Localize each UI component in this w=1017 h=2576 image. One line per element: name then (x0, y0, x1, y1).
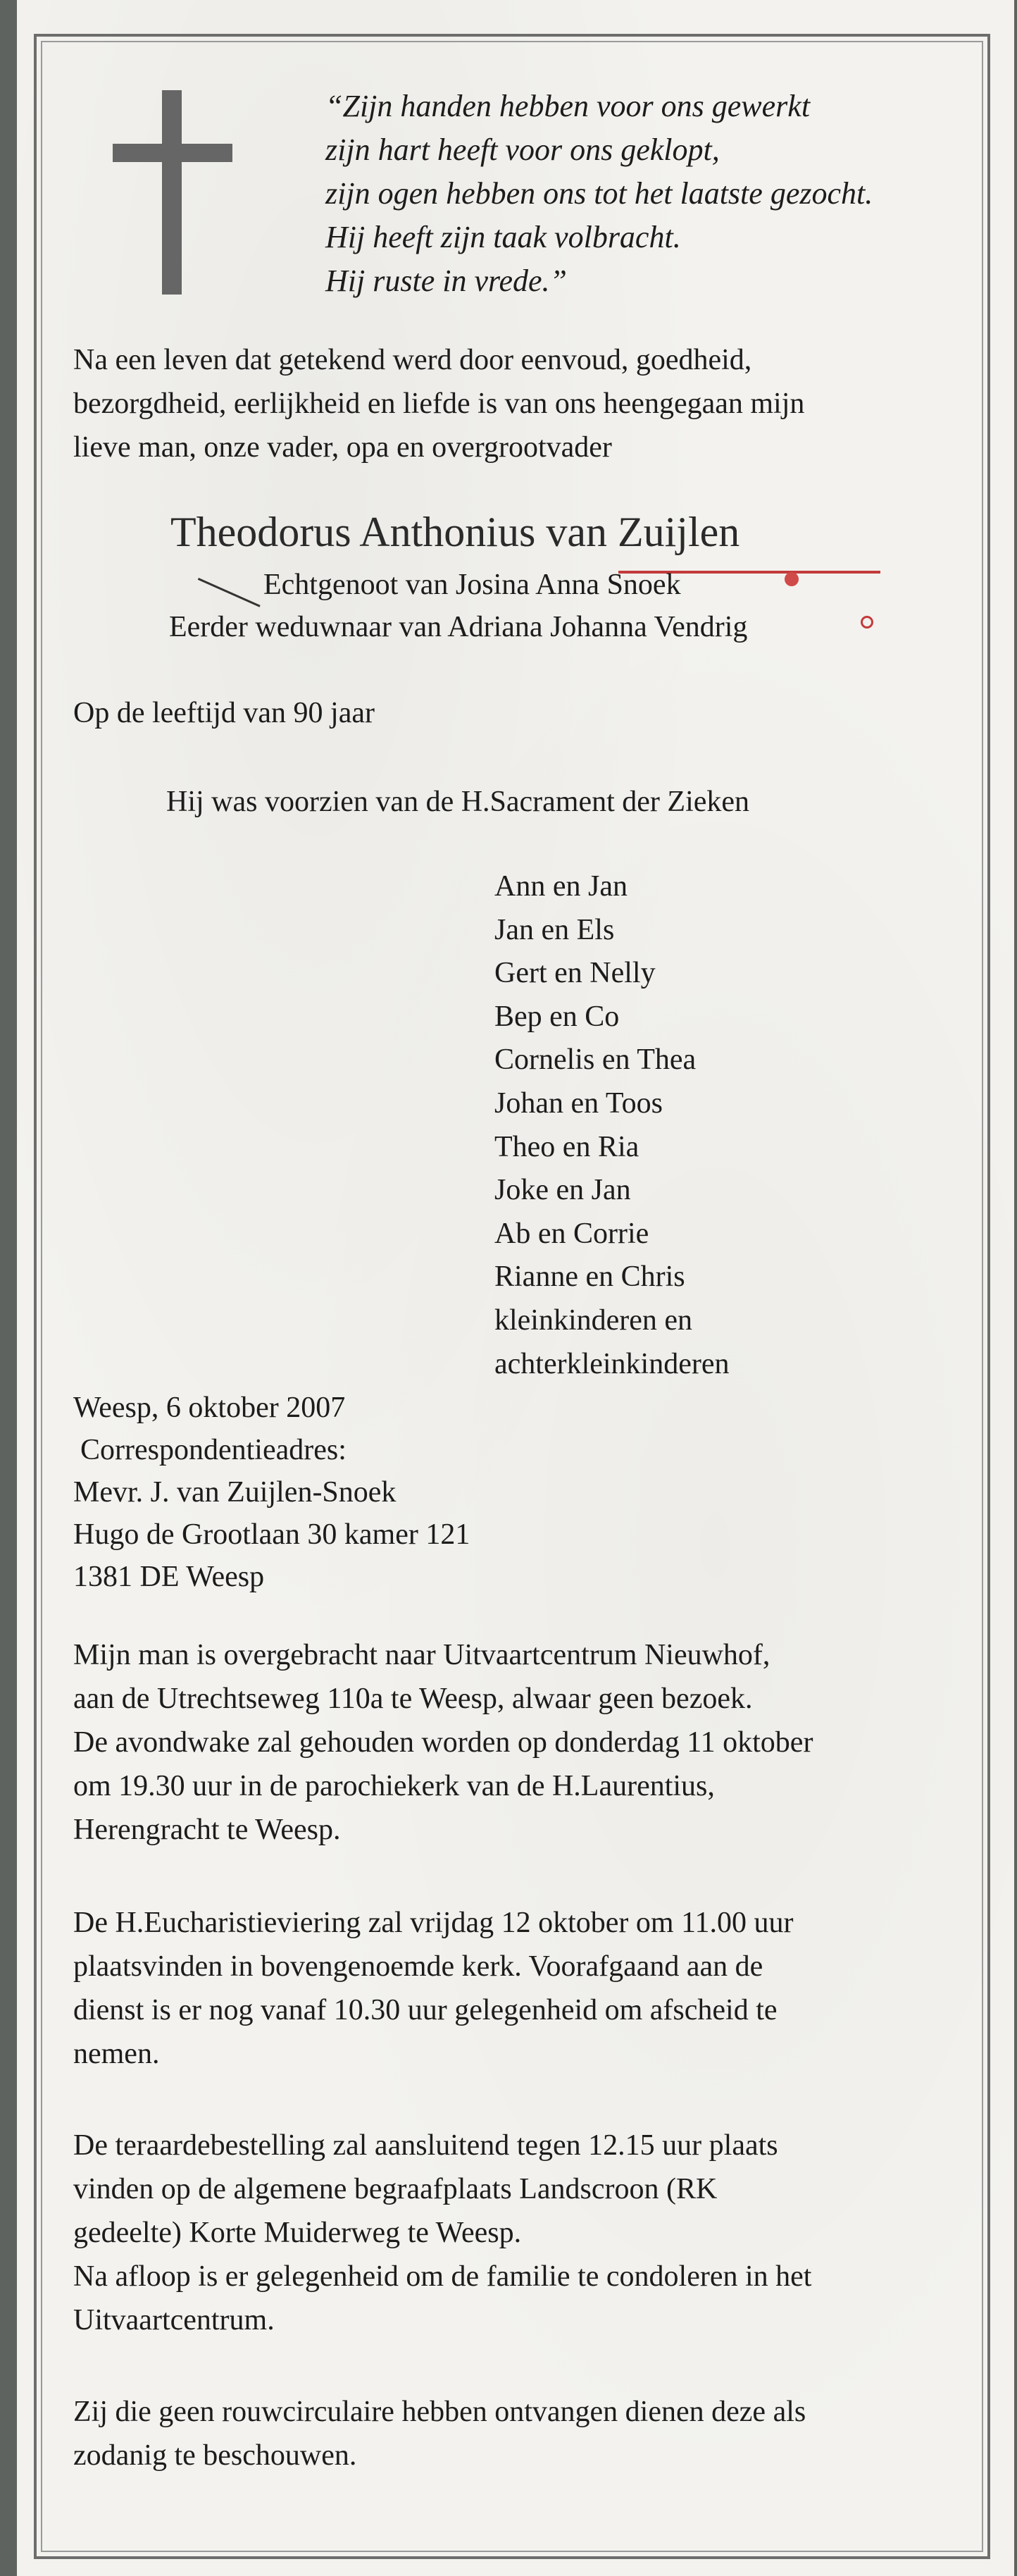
poem-line: zijn hart heeft voor ons geklopt, (325, 132, 720, 167)
intro-line: Na een leven dat getekend werd door eenvoud, goedheid, (73, 344, 752, 376)
family-member: Joke en Jan (494, 1174, 631, 1207)
paragraph-line: dienst is er nog vanaf 10.30 uur gelegenheid om afscheid te (73, 1994, 778, 2026)
family-member: Ab en Corrie (494, 1217, 649, 1250)
family-member: Ann en Jan (494, 870, 628, 903)
paragraph-line: Uitvaartcentrum. (73, 2304, 275, 2336)
paragraph-line: De teraardebestelling zal aansluitend tegen 12.15 uur plaats (73, 2129, 778, 2162)
paragraph-line: nemen. (73, 2038, 160, 2070)
paragraph-eucharist (73, 1901, 961, 2076)
paragraph-transfer (73, 1633, 961, 1852)
poem-line: zijn ogen hebben ons tot het laatste gezocht. (325, 176, 873, 211)
paragraph-line: De H.Eucharistieviering zal vrijdag 12 oktober om 11.00 uur (73, 1907, 794, 1939)
family-member: Cornelis en Thea (494, 1044, 697, 1077)
family-member: kleinkinderen en (494, 1304, 693, 1337)
paragraph-line: zodanig te beschouwen. (73, 2439, 357, 2472)
paragraph-line: Mijn man is overgebracht naar Uitvaartcentrum Nieuwhof, (73, 1639, 770, 1671)
pen-mark (861, 616, 873, 628)
paragraph-line: De avondwake zal gehouden worden op donderdag 11 oktober (73, 1726, 813, 1759)
paragraph-burial (73, 2124, 961, 2342)
paragraph-line: Herengracht te Weesp. (73, 1814, 341, 1846)
poem-line: “Zijn handen hebben voor ons gewerkt (325, 89, 811, 123)
correspondence-street: Hugo de Grootlaan 30 kamer 121 (73, 1518, 470, 1551)
family-member: Johan en Toos (494, 1086, 663, 1120)
family-member: Gert en Nelly (494, 957, 656, 990)
intro-text (73, 338, 961, 469)
correspondence-city: 1381 DE Weesp (73, 1561, 265, 1593)
paragraph-line: gedeelte) Korte Muiderweg te Weesp. (73, 2217, 522, 2249)
family-member: achterkleinkinderen (494, 1347, 730, 1380)
poem-line: Hij heeft zijn taak volbracht. (325, 220, 681, 254)
age-line: Op de leeftijd van 90 jaar (73, 697, 375, 729)
correspondence-block (73, 1387, 470, 1598)
paragraph-line: aan de Utrechtseweg 110a te Weesp, alwaar geen bezoek. (73, 1683, 753, 1715)
paragraph-notice (73, 2390, 961, 2477)
family-member: Rianne en Chris (494, 1261, 685, 1294)
correspondence-label: Correspondentieadres: (80, 1434, 347, 1466)
family-member: Bep en Co (494, 1000, 620, 1033)
family-member: Jan en Els (494, 913, 615, 946)
intro-line: lieve man, onze vader, opa en overgrootvader (73, 431, 612, 464)
paragraph-line: Zij die geen rouwcirculaire hebben ontvangen dienen deze als (73, 2396, 806, 2428)
paragraph-line: Na afloop is er gelegenheid om de familie te condoleren in het (73, 2260, 812, 2293)
cross-icon (113, 90, 232, 295)
paragraph-line: om 19.30 uur in de parochiekerk van de H.Laurentius, (73, 1770, 715, 1802)
family-member: Theo en Ria (494, 1130, 639, 1163)
intro-line: bezorgdheid, eerlijkheid en liefde is van ons heengegaan mijn (73, 388, 805, 420)
paragraph-line: vinden op de algemene begraafplaats Landscroon (RK (73, 2173, 718, 2205)
poem-line: Hij ruste in vrede.” (325, 264, 567, 298)
family-list (494, 865, 730, 1386)
deceased-name: Theodorus Anthonius van Zuijlen (170, 509, 740, 555)
spouse-line: Echtgenoot van Josina Anna Snoek (263, 569, 681, 601)
poem (325, 85, 959, 303)
correspondence-name: Mevr. J. van Zuijlen-Snoek (73, 1476, 397, 1509)
pen-mark (785, 572, 799, 586)
paragraph-line: plaatsvinden in bovengenoemde kerk. Voorafgaand aan de (73, 1950, 763, 1983)
place-date: Weesp, 6 oktober 2007 (73, 1392, 346, 1424)
widower-line: Eerder weduwnaar van Adriana Johanna Vendrig (169, 611, 748, 643)
sacrament-line: Hij was voorzien van de H.Sacrament der Zieken (166, 786, 750, 818)
